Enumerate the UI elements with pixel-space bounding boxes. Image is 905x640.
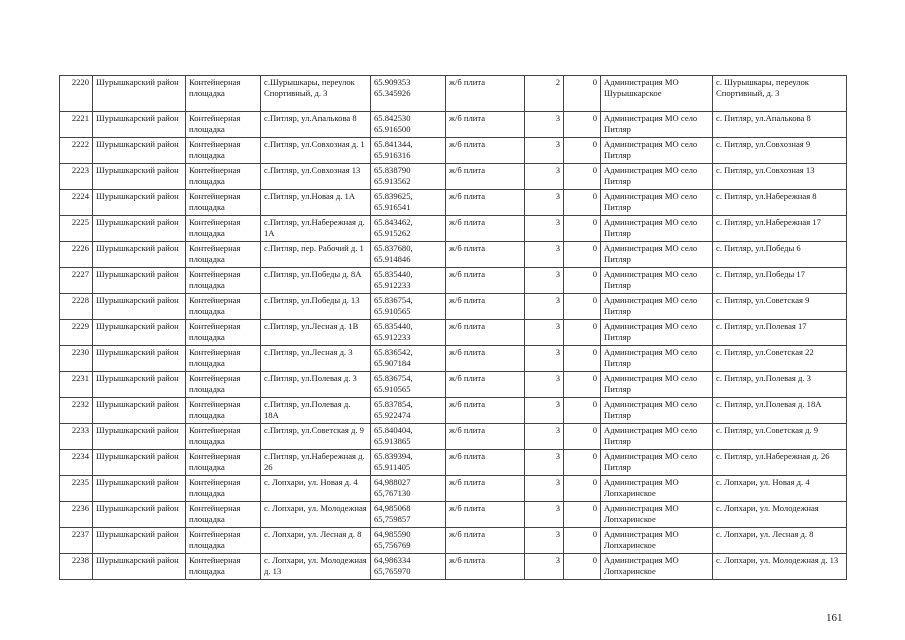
coordinates-cell: 65.840404, 65.913865 [371, 424, 446, 450]
owner-cell: Администрация МО село Питляр [601, 164, 713, 190]
site-type-cell: Контейнерная площадка [186, 502, 261, 528]
district-cell: Шурышкарский район [93, 372, 186, 398]
owner-cell: Администрация МО село Питляр [601, 190, 713, 216]
address-cell: с.Питляр, пер. Рабочий д. 1 [261, 242, 371, 268]
district-cell: Шурышкарский район [93, 242, 186, 268]
source-address-cell: с. Питляр, ул.Победы 6 [713, 242, 847, 268]
container-count-cell: 3 [525, 268, 564, 294]
address-cell: с.Питляр, ул.Совхозная д. 1 [261, 138, 371, 164]
table-row [60, 424, 847, 450]
bunker-count-cell: 0 [564, 76, 601, 112]
table-row [60, 398, 847, 424]
coordinates-cell: 65.839394, 65.911405 [371, 450, 446, 476]
coordinates-cell: 65.836754, 65.910565 [371, 372, 446, 398]
surface-cell: ж/б плита [446, 450, 525, 476]
coordinates-cell: 65.835440, 65.912233 [371, 268, 446, 294]
district-cell: Шурышкарский район [93, 398, 186, 424]
source-address-cell: с. Шурышкары, переулок Спортивный, д. 3 [713, 76, 847, 112]
owner-cell: Администрация МО Шурышкарское [601, 76, 713, 112]
district-cell: Шурышкарский район [93, 76, 186, 112]
table-row [60, 242, 847, 268]
owner-cell: Администрация МО село Питляр [601, 268, 713, 294]
table-row [60, 372, 847, 398]
coordinates-cell: 64,986334 65,765970 [371, 554, 446, 580]
surface-cell: ж/б плита [446, 268, 525, 294]
source-address-cell: с. Питляр, ул.Полевая д. 3 [713, 372, 847, 398]
owner-cell: Администрация МО село Питляр [601, 112, 713, 138]
address-cell: с.Питляр, ул.Набережная д. 1А [261, 216, 371, 242]
source-address-cell: с. Питляр, ул.Советская 22 [713, 346, 847, 372]
table-body [60, 76, 847, 580]
owner-cell: Администрация МО село Питляр [601, 138, 713, 164]
surface-cell: ж/б плита [446, 138, 525, 164]
site-type-cell: Контейнерная площадка [186, 320, 261, 346]
source-address-cell: с. Питляр, ул.Апалькова 8 [713, 112, 847, 138]
page-number: 161 [826, 612, 843, 624]
district-cell: Шурышкарский район [93, 216, 186, 242]
surface-cell: ж/б плита [446, 242, 525, 268]
owner-cell: Администрация МО село Питляр [601, 372, 713, 398]
owner-cell: Администрация МО село Питляр [601, 346, 713, 372]
coordinates-cell: 65.842530 65.916500 [371, 112, 446, 138]
site-type-cell: Контейнерная площадка [186, 242, 261, 268]
coordinates-cell: 65.843462, 65.915262 [371, 216, 446, 242]
row-number-cell: 2232 [60, 398, 93, 424]
owner-cell: Администрация МО Лопхаринское [601, 476, 713, 502]
row-number-cell: 2220 [60, 76, 93, 112]
surface-cell: ж/б плита [446, 216, 525, 242]
source-address-cell: с. Лопхари, ул. Молодежная д. 13 [713, 554, 847, 580]
container-count-cell: 3 [525, 528, 564, 554]
district-cell: Шурышкарский район [93, 164, 186, 190]
site-type-cell: Контейнерная площадка [186, 294, 261, 320]
owner-cell: Администрация МО село Питляр [601, 320, 713, 346]
container-count-cell: 3 [525, 164, 564, 190]
owner-cell: Администрация МО село Питляр [601, 242, 713, 268]
bunker-count-cell: 0 [564, 424, 601, 450]
owner-cell: Администрация МО село Питляр [601, 294, 713, 320]
row-number-cell: 2231 [60, 372, 93, 398]
source-address-cell: с. Лопхари, ул. Молодежная [713, 502, 847, 528]
table-row [60, 528, 847, 554]
address-cell: с.Питляр, ул.Лесная д. 3 [261, 346, 371, 372]
bunker-count-cell: 0 [564, 112, 601, 138]
container-count-cell: 3 [525, 242, 564, 268]
bunker-count-cell: 0 [564, 190, 601, 216]
row-number-cell: 2236 [60, 502, 93, 528]
address-cell: с. Лопхари, ул. Молодежная д. 13 [261, 554, 371, 580]
table-row [60, 138, 847, 164]
surface-cell: ж/б плита [446, 528, 525, 554]
address-cell: с. Лопхари, ул. Новая д. 4 [261, 476, 371, 502]
source-address-cell: с. Питляр, ул.Советская д. 9 [713, 424, 847, 450]
row-number-cell: 2225 [60, 216, 93, 242]
district-cell: Шурышкарский район [93, 138, 186, 164]
address-cell: с.Питляр, ул.Победы д. 13 [261, 294, 371, 320]
coordinates-cell: 65.909353 65.345926 [371, 76, 446, 112]
site-type-cell: Контейнерная площадка [186, 398, 261, 424]
table-row [60, 554, 847, 580]
table-row [60, 164, 847, 190]
container-count-cell: 3 [525, 398, 564, 424]
owner-cell: Администрация МО Лопхаринское [601, 554, 713, 580]
table-row [60, 502, 847, 528]
table-row [60, 294, 847, 320]
surface-cell: ж/б плита [446, 554, 525, 580]
district-cell: Шурышкарский район [93, 502, 186, 528]
owner-cell: Администрация МО Лопхаринское [601, 502, 713, 528]
container-count-cell: 3 [525, 294, 564, 320]
coordinates-cell: 65.836754, 65.910565 [371, 294, 446, 320]
container-count-cell: 3 [525, 320, 564, 346]
source-address-cell: с. Питляр, ул.Советская 9 [713, 294, 847, 320]
address-cell: с.Питляр, ул.Новая д. 1А [261, 190, 371, 216]
owner-cell: Администрация МО село Питляр [601, 450, 713, 476]
address-cell: с.Питляр, ул.Апалькова 8 [261, 112, 371, 138]
bunker-count-cell: 0 [564, 294, 601, 320]
bunker-count-cell: 0 [564, 138, 601, 164]
district-cell: Шурышкарский район [93, 190, 186, 216]
container-count-cell: 3 [525, 216, 564, 242]
site-type-cell: Контейнерная площадка [186, 268, 261, 294]
bunker-count-cell: 0 [564, 554, 601, 580]
owner-cell: Администрация МО село Питляр [601, 398, 713, 424]
row-number-cell: 2224 [60, 190, 93, 216]
container-count-cell: 3 [525, 554, 564, 580]
bunker-count-cell: 0 [564, 398, 601, 424]
table-row [60, 268, 847, 294]
address-cell: с.Питляр, ул.Набережная д. 26 [261, 450, 371, 476]
site-type-cell: Контейнерная площадка [186, 476, 261, 502]
address-cell: с.Питляр, ул.Победы д. 8А [261, 268, 371, 294]
source-address-cell: с. Питляр, ул.Набережная 17 [713, 216, 847, 242]
bunker-count-cell: 0 [564, 216, 601, 242]
coordinates-cell: 65.836542, 65.907184 [371, 346, 446, 372]
district-cell: Шурышкарский район [93, 112, 186, 138]
district-cell: Шурышкарский район [93, 476, 186, 502]
source-address-cell: с. Питляр, ул.Набережная д. 26 [713, 450, 847, 476]
row-number-cell: 2228 [60, 294, 93, 320]
surface-cell: ж/б плита [446, 164, 525, 190]
container-count-cell: 3 [525, 502, 564, 528]
row-number-cell: 2234 [60, 450, 93, 476]
container-count-cell: 3 [525, 190, 564, 216]
surface-cell: ж/б плита [446, 398, 525, 424]
coordinates-cell: 65.837854, 65.922474 [371, 398, 446, 424]
coordinates-cell: 65.839625, 65.916541 [371, 190, 446, 216]
table-row [60, 450, 847, 476]
address-cell: с.Шурышкары, переулок Спортивный, д. 3 [261, 76, 371, 112]
site-type-cell: Контейнерная площадка [186, 76, 261, 112]
coordinates-cell: 65.841344, 65.916316 [371, 138, 446, 164]
bunker-count-cell: 0 [564, 528, 601, 554]
address-cell: с.Питляр, ул.Советская д. 9 [261, 424, 371, 450]
row-number-cell: 2226 [60, 242, 93, 268]
row-number-cell: 2237 [60, 528, 93, 554]
site-type-cell: Контейнерная площадка [186, 372, 261, 398]
coordinates-cell: 65.837680, 65.914846 [371, 242, 446, 268]
container-count-cell: 3 [525, 476, 564, 502]
surface-cell: ж/б плита [446, 294, 525, 320]
site-type-cell: Контейнерная площадка [186, 528, 261, 554]
district-cell: Шурышкарский район [93, 346, 186, 372]
district-cell: Шурышкарский район [93, 450, 186, 476]
bunker-count-cell: 0 [564, 320, 601, 346]
source-address-cell: с. Лопхари, ул. Лесная д. 8 [713, 528, 847, 554]
table-row [60, 320, 847, 346]
coordinates-cell: 64,985590 65,756769 [371, 528, 446, 554]
surface-cell: ж/б плита [446, 76, 525, 112]
district-cell: Шурышкарский район [93, 554, 186, 580]
site-type-cell: Контейнерная площадка [186, 138, 261, 164]
row-number-cell: 2221 [60, 112, 93, 138]
address-cell: с.Питляр, ул.Полевая д. 3 [261, 372, 371, 398]
district-cell: Шурышкарский район [93, 268, 186, 294]
surface-cell: ж/б плита [446, 372, 525, 398]
container-count-cell: 2 [525, 76, 564, 112]
bunker-count-cell: 0 [564, 164, 601, 190]
table-row [60, 476, 847, 502]
bunker-count-cell: 0 [564, 268, 601, 294]
bunker-count-cell: 0 [564, 372, 601, 398]
site-type-cell: Контейнерная площадка [186, 346, 261, 372]
owner-cell: Администрация МО село Питляр [601, 424, 713, 450]
site-type-cell: Контейнерная площадка [186, 190, 261, 216]
bunker-count-cell: 0 [564, 242, 601, 268]
surface-cell: ж/б плита [446, 502, 525, 528]
container-count-cell: 3 [525, 372, 564, 398]
site-type-cell: Контейнерная площадка [186, 216, 261, 242]
address-cell: с.Питляр, ул.Полевая д. 18А [261, 398, 371, 424]
district-cell: Шурышкарский район [93, 528, 186, 554]
site-type-cell: Контейнерная площадка [186, 424, 261, 450]
coordinates-cell: 64,985068 65,759857 [371, 502, 446, 528]
table-row [60, 112, 847, 138]
source-address-cell: с. Питляр, ул.Совхозная 9 [713, 138, 847, 164]
district-cell: Шурышкарский район [93, 320, 186, 346]
source-address-cell: с. Питляр, ул.Полевая 17 [713, 320, 847, 346]
container-count-cell: 3 [525, 450, 564, 476]
row-number-cell: 2233 [60, 424, 93, 450]
surface-cell: ж/б плита [446, 424, 525, 450]
bunker-count-cell: 0 [564, 346, 601, 372]
surface-cell: ж/б плита [446, 476, 525, 502]
address-cell: с. Лопхари, ул. Молодежная [261, 502, 371, 528]
source-address-cell: с. Питляр, ул.Победы 17 [713, 268, 847, 294]
coordinates-cell: 64,988027 65,767130 [371, 476, 446, 502]
district-cell: Шурышкарский район [93, 424, 186, 450]
surface-cell: ж/б плита [446, 346, 525, 372]
source-address-cell: с. Питляр, ул.Полевая д. 18А [713, 398, 847, 424]
row-number-cell: 2222 [60, 138, 93, 164]
surface-cell: ж/б плита [446, 112, 525, 138]
container-count-cell: 3 [525, 112, 564, 138]
row-number-cell: 2238 [60, 554, 93, 580]
container-count-cell: 3 [525, 424, 564, 450]
site-type-cell: Контейнерная площадка [186, 164, 261, 190]
container-count-cell: 3 [525, 346, 564, 372]
table-row [60, 216, 847, 242]
coordinates-cell: 65.835440, 65.912233 [371, 320, 446, 346]
table-row [60, 76, 847, 112]
table-row [60, 346, 847, 372]
bunker-count-cell: 0 [564, 502, 601, 528]
surface-cell: ж/б плита [446, 190, 525, 216]
surface-cell: ж/б плита [446, 320, 525, 346]
owner-cell: Администрация МО село Питляр [601, 216, 713, 242]
container-count-cell: 3 [525, 138, 564, 164]
owner-cell: Администрация МО Лопхаринское [601, 528, 713, 554]
table-row [60, 190, 847, 216]
row-number-cell: 2229 [60, 320, 93, 346]
row-number-cell: 2227 [60, 268, 93, 294]
row-number-cell: 2235 [60, 476, 93, 502]
address-cell: с. Лопхари, ул. Лесная д. 8 [261, 528, 371, 554]
district-cell: Шурышкарский район [93, 294, 186, 320]
row-number-cell: 2223 [60, 164, 93, 190]
source-address-cell: с. Питляр, ул.Совхозная 13 [713, 164, 847, 190]
bunker-count-cell: 0 [564, 450, 601, 476]
coordinates-cell: 65.838790 65.913562 [371, 164, 446, 190]
site-type-cell: Контейнерная площадка [186, 112, 261, 138]
row-number-cell: 2230 [60, 346, 93, 372]
address-cell: с.Питляр, ул.Совхозная 13 [261, 164, 371, 190]
site-type-cell: Контейнерная площадка [186, 450, 261, 476]
bunker-count-cell: 0 [564, 476, 601, 502]
source-address-cell: с. Питляр, ул.Набережная 8 [713, 190, 847, 216]
registry-table [59, 75, 847, 580]
site-type-cell: Контейнерная площадка [186, 554, 261, 580]
source-address-cell: с. Лопхари, ул. Новая д. 4 [713, 476, 847, 502]
address-cell: с.Питляр, ул.Лесная д. 1В [261, 320, 371, 346]
